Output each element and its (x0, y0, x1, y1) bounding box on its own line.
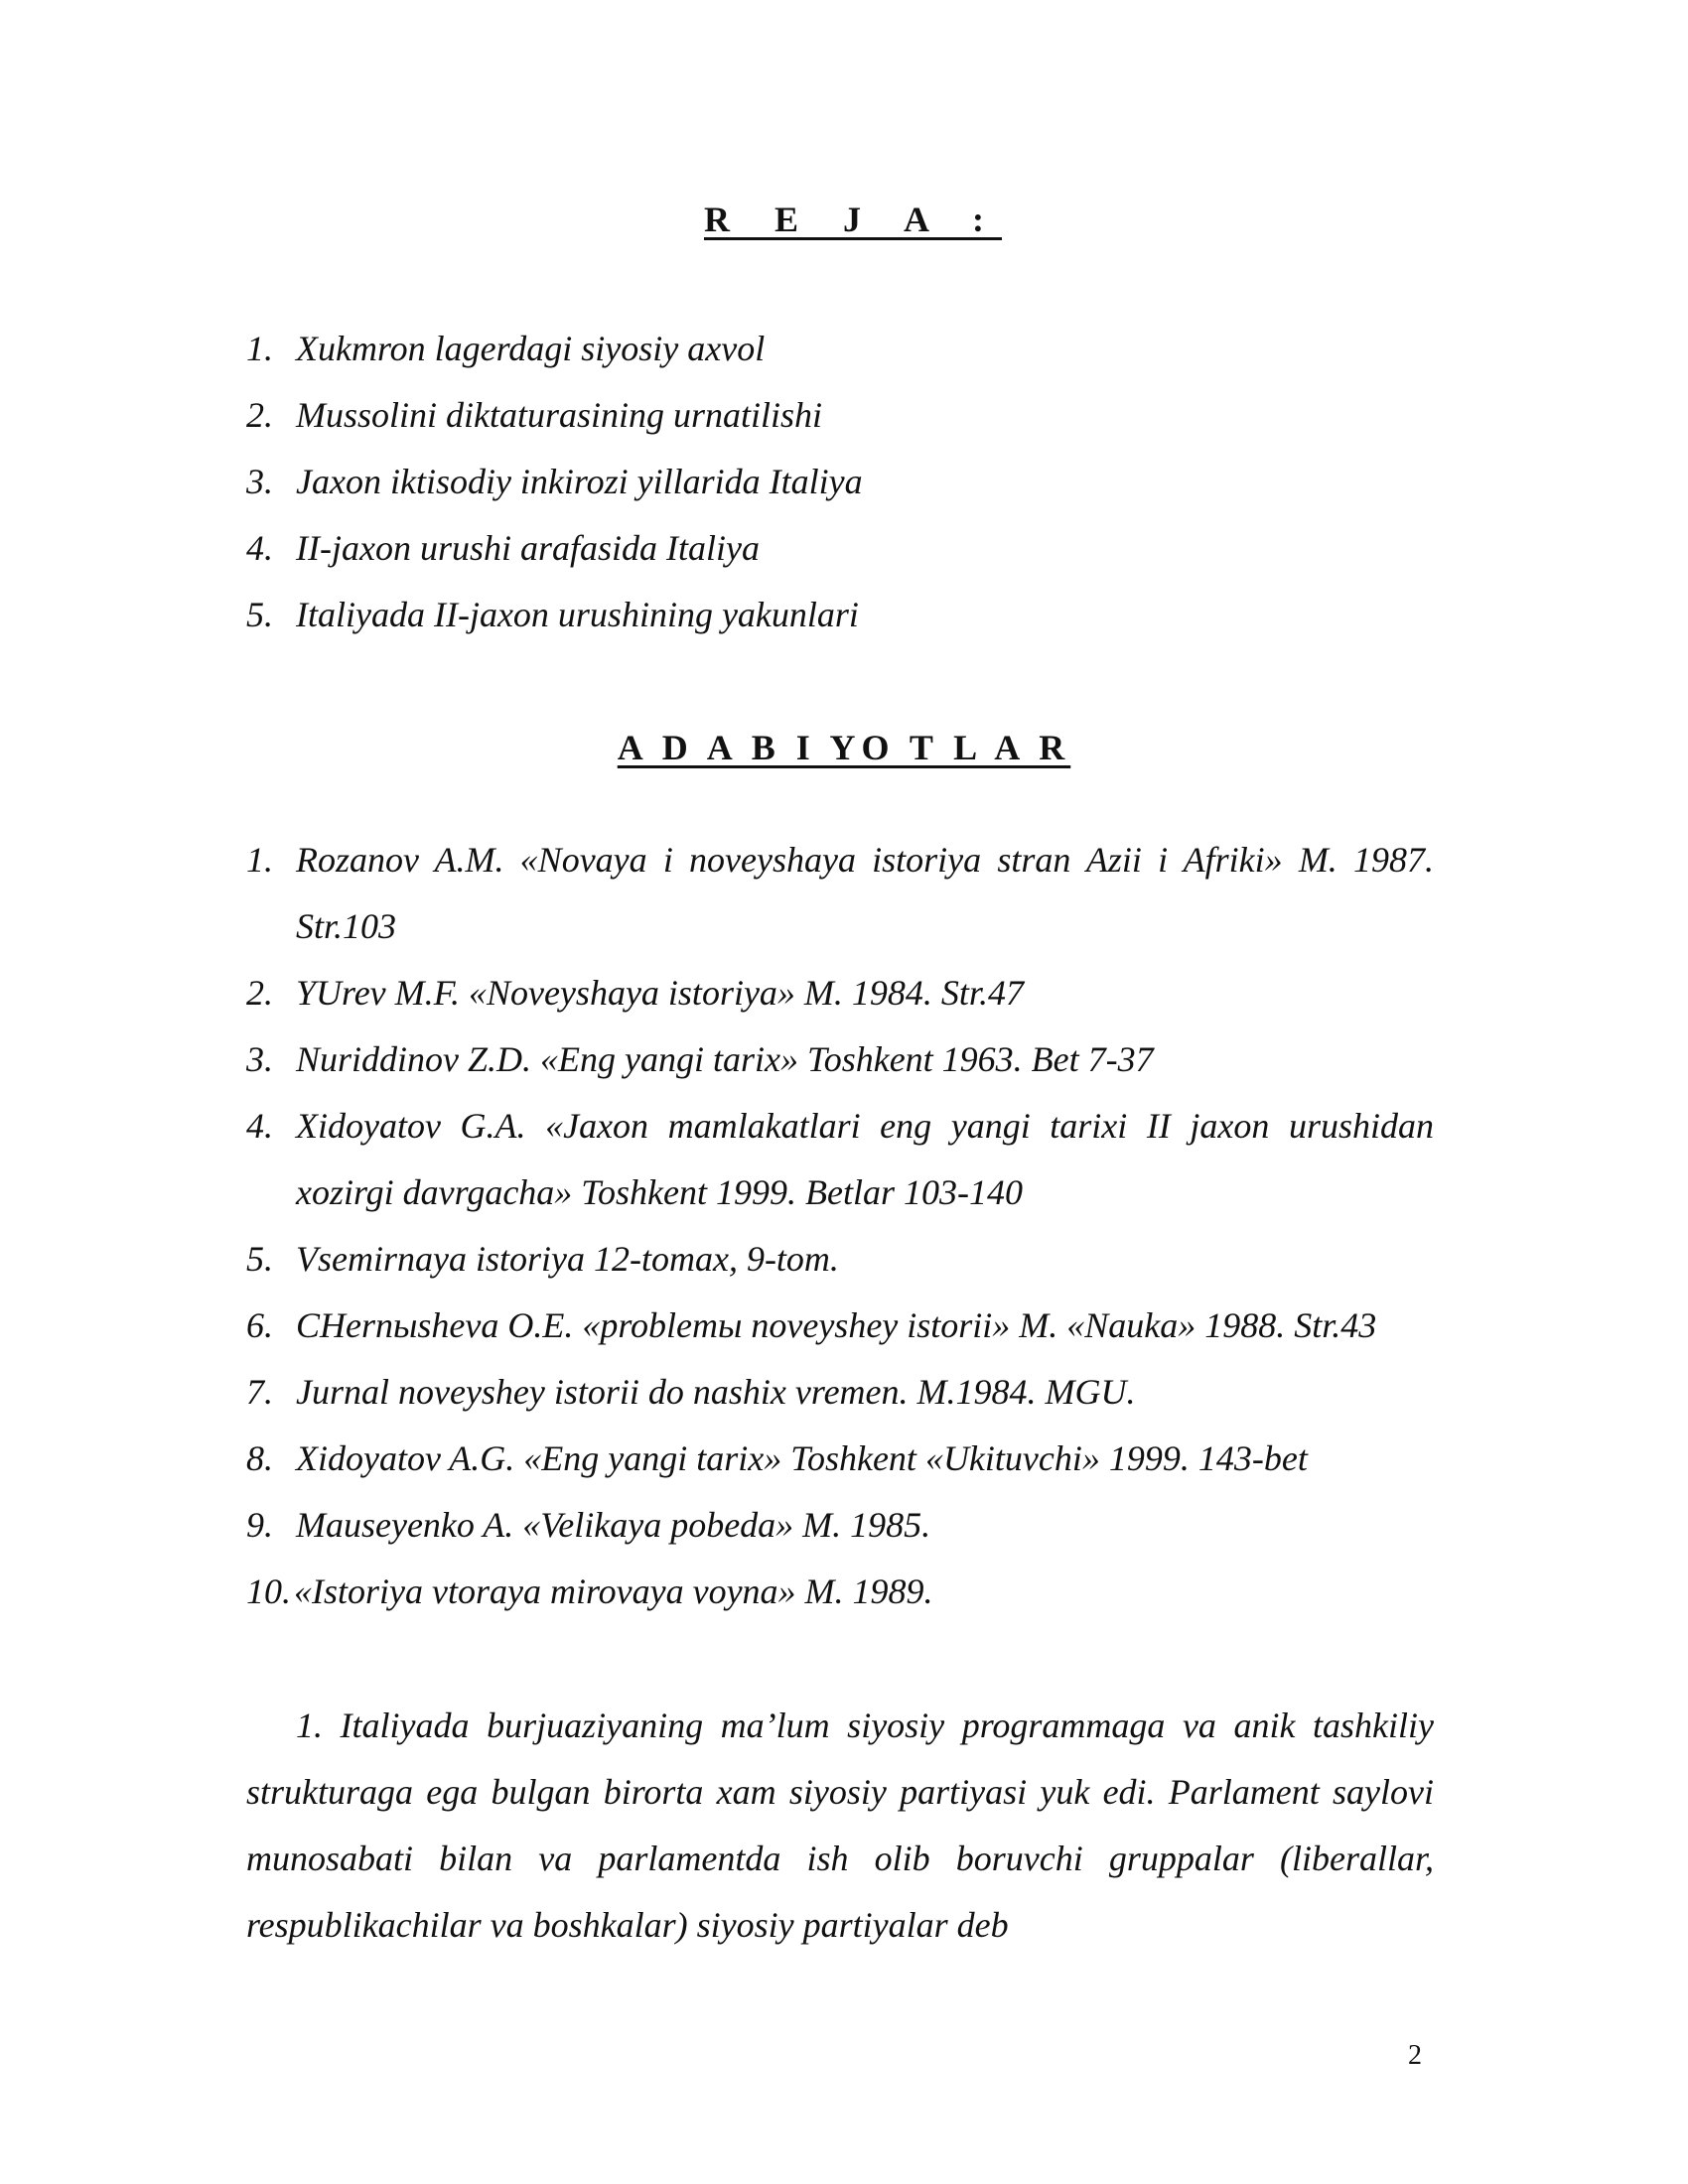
plan-item-text: Mussolini diktaturasining urnatilishi (296, 395, 823, 435)
literature-item (246, 1093, 1434, 1226)
plan-list (246, 316, 1434, 648)
plan-item (246, 515, 1434, 582)
literature-item-number: 1. (246, 840, 273, 880)
literature-item-text: Xidoyatov G.A. «Jaxon mamlakatlari eng yangi tarixi II jaxon urushidan xozirgi davrgacha» Toshkent 1999. Betlar 103-140 (296, 1106, 1434, 1212)
literature-item (246, 1492, 1434, 1559)
literature-item-number: 4. (246, 1106, 273, 1146)
plan-item-text: Jaxon iktisodiy inkirozi yillarida Italiya (296, 462, 863, 501)
literature-item-text: Jurnal noveyshey istorii do nashix vremen. M.1984. MGU. (296, 1372, 1136, 1412)
literature-item-number: 7. (246, 1372, 273, 1412)
literature-item-number: 10. (246, 1571, 291, 1611)
plan-item-text: II-jaxon urushi arafasida Italiya (296, 528, 760, 568)
literature-item-text: Vsemirnaya istoriya 12-tomax, 9-tom. (296, 1239, 839, 1279)
literature-item (246, 1293, 1434, 1359)
literature-item (246, 827, 1434, 960)
literature-item (246, 960, 1434, 1026)
literature-item (246, 1226, 1434, 1293)
plan-item-text: Xukmron lagerdagi siyosiy axvol (296, 329, 766, 368)
plan-item (246, 316, 1434, 382)
literature-item (246, 1559, 1434, 1625)
plan-item-text: Italiyada II-jaxon urushining yakunlari (296, 595, 859, 634)
page-number: 2 (1408, 2040, 1422, 2071)
literature-item-number: 6. (246, 1305, 273, 1345)
literature-item (246, 1026, 1434, 1093)
literature-item-number: 3. (246, 1039, 273, 1079)
literature-item-text: Rozanov A.M. «Novaya i noveyshaya istoriya stran Azii i Afriki» M. 1987. Str.103 (296, 840, 1434, 946)
literature-item-number: 8. (246, 1438, 273, 1478)
literature-item (246, 1359, 1434, 1426)
plan-item (246, 382, 1434, 449)
plan-item-number: 1. (246, 329, 273, 368)
literature-item-text: Xidoyatov A.G. «Eng yangi tarix» Toshkent «Ukituvchi» 1999. 143-bet (296, 1438, 1308, 1478)
plan-item-number: 5. (246, 595, 273, 634)
literature-list (246, 827, 1434, 1625)
plan-item (246, 449, 1434, 515)
literature-item-text: YUrev M.F. «Noveyshaya istoriya» M. 1984. Str.47 (296, 973, 1024, 1013)
literature-item-number: 2. (246, 973, 273, 1013)
literature-heading: A D A B I YO T L A R (617, 728, 1071, 767)
literature-item-number: 5. (246, 1239, 273, 1279)
plan-item (246, 582, 1434, 648)
plan-item-number: 4. (246, 528, 273, 568)
literature-item (246, 1426, 1434, 1492)
literature-item-number: 9. (246, 1505, 273, 1545)
literature-item-text: Nuriddinov Z.D. «Eng yangi tarix» Toshkent 1963. Bet 7-37 (296, 1039, 1154, 1079)
literature-item-text: Mauseyenko A. «Velikaya pobeda» M. 1985. (296, 1505, 931, 1545)
body-paragraph: 1. Italiyada burjuaziyaning ma’lum siyosiy programmaga va anik tashkiliy strukturaga ega bulgan birorta xam siyosiy partiyasi yuk edi. Parlament saylovi munosabati bilan va parlamentda ish olib boruvchi gruppalar (liberallar, respublikachilar va boshkalar) siyosiy partiyalar deb (246, 1706, 1434, 1945)
plan-heading: R E J A : (703, 200, 1003, 239)
plan-item-number: 3. (246, 462, 273, 501)
plan-item-number: 2. (246, 395, 273, 435)
literature-item-text: CHernыsheva O.E. «problemы noveyshey istorii» M. «Nauka» 1988. Str.43 (296, 1305, 1377, 1345)
literature-item-text: «Istoriya vtoraya mirovaya voyna» M. 1989. (294, 1571, 933, 1611)
